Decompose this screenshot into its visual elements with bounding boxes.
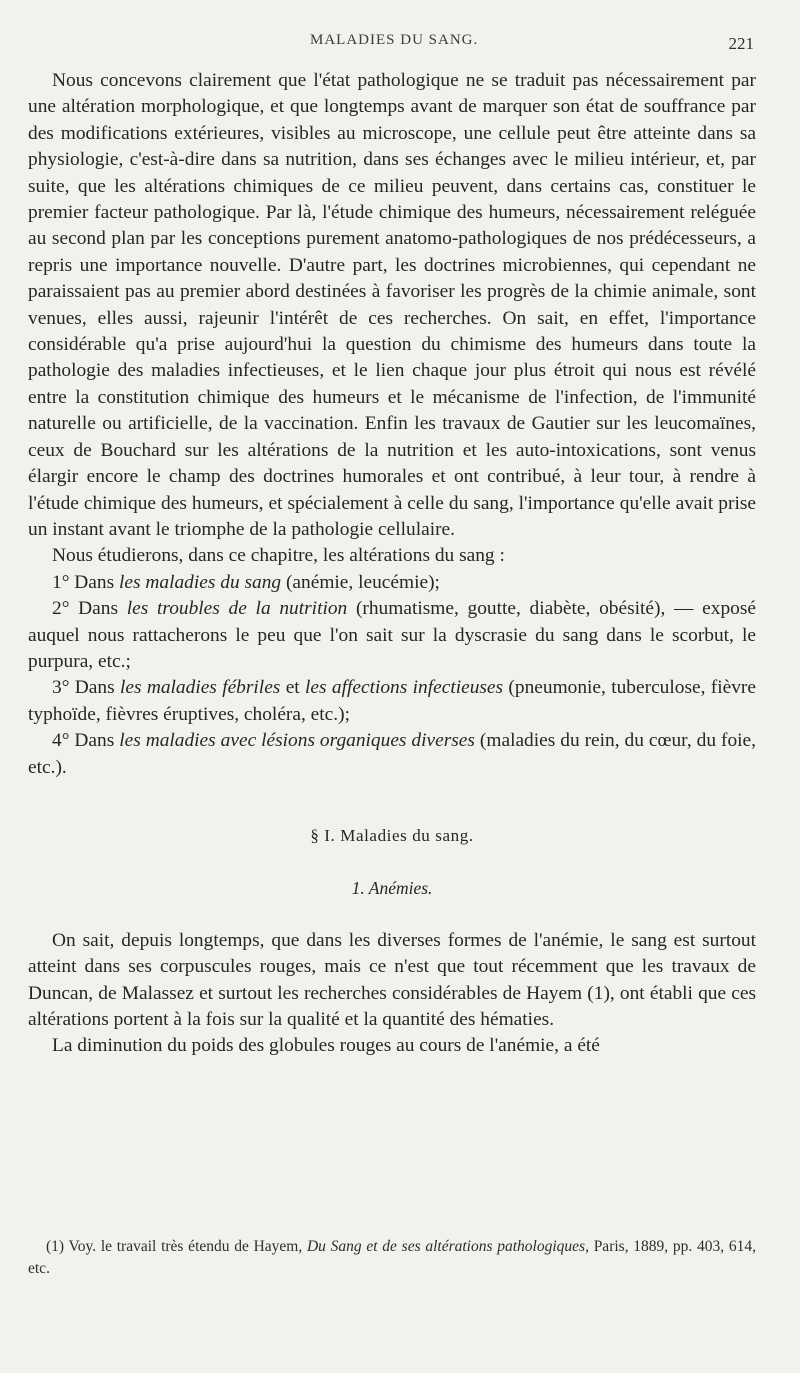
paragraph: La diminution du poids des globules rouges au cours de l'anémie, a été (52, 1035, 600, 1057)
sub-heading: 1. Anémies. (351, 878, 433, 899)
main-text (28, 68, 756, 1060)
list-item: 2° Dans les troubles de la nutrition (rhumatisme, goutte, diabète, obésité), — exposé auquel nous rattacherons le peu que l'on sait sur la dyscrasie du sang dans le scorbut, le purpura, etc.; (28, 598, 756, 672)
section-heading: § I. Maladies du sang. (310, 825, 474, 845)
list-item: 3° Dans les maladies fébriles et les affections infectieuses (pneumonie, tuberculose, fièvre typhoïde, fièvres éruptives, choléra, etc.); (28, 677, 756, 725)
paragraph: Nous étudierons, dans ce chapitre, les altérations du sang : (52, 545, 505, 567)
list-item: 1° Dans les maladies du sang (anémie, leucémie); (52, 571, 440, 593)
paragraph: Nous concevons clairement que l'état pathologique ne se traduit pas nécessairement par une altération morphologique, et que longtemps avant de marquer son état de souffrance par des modifications extérieures, visibles au microscope, une cellule peut être atteinte dans sa physiologie, c'est-à-dire dans sa nutrition, dans ses échanges avec le milieu intérieur, et, par suite, que les altérations chimiques de ce milieu peuvent, dans certains cas, constituer le premier facteur pathologique. Par là, l'étude chimique des humeurs, nécessairement reléguée au second plan par les conceptions purement anatomo-pathologiques de nos prédécesseurs, a repris une importance nouvelle. D'autre part, les doctrines microbiennes, qui cependant ne paraissaient pas au premier abord destinées à favoriser les progrès de la chimie animale, sont venues, elles aussi, rajeunir l'intérêt de ces recherches. On sait, en effet, l'importance considérable qu'a prise aujourd'hui la question du chimisme des humeurs dans toute la pathologie des maladies infectieuses, et le lien chaque jour plus étroit qui nous est révélé entre la constitution chimique des humeurs et le mécanisme de l'infection, de l'immunité naturelle ou artificielle, de la vaccination. Enfin les travaux de Gautier sur les leucomaïnes, ceux de Bouchard sur les altérations de la nutrition et les auto-intoxications, sont venus élargir encore le champ des doctrines humorales et ont contribué, à leur tour, à rendre à l'étude chimique des humeurs, et spécialement à celle du sang, l'importance qu'elle avait prise un instant avant le triomphe de la pathologie cellulaire. (28, 70, 756, 540)
page-number: 221 (728, 34, 754, 53)
paragraph: On sait, depuis longtemps, que dans les diverses formes de l'anémie, le sang est surtout atteint dans ses corpuscules rouges, mais ce n'est que tout récemment que les travaux de Duncan, de Malassez et surtout les recherches considérables de Hayem (1), ont établi que ces altérations portent à la fois sur la qualité et la quantité des hématies. (28, 929, 756, 1030)
footnotes (28, 1236, 756, 1280)
footnote: (1) Voy. le travail très étendu de Hayem, Du Sang et de ses altérations pathologiques, Paris, 1889, pp. 403, 614, etc. (28, 1238, 756, 1277)
list-item: 4° Dans les maladies avec lésions organiques diverses (maladies du rein, du cœur, du foie, etc.). (28, 730, 756, 778)
running-head: MALADIES DU SANG. (310, 32, 479, 48)
